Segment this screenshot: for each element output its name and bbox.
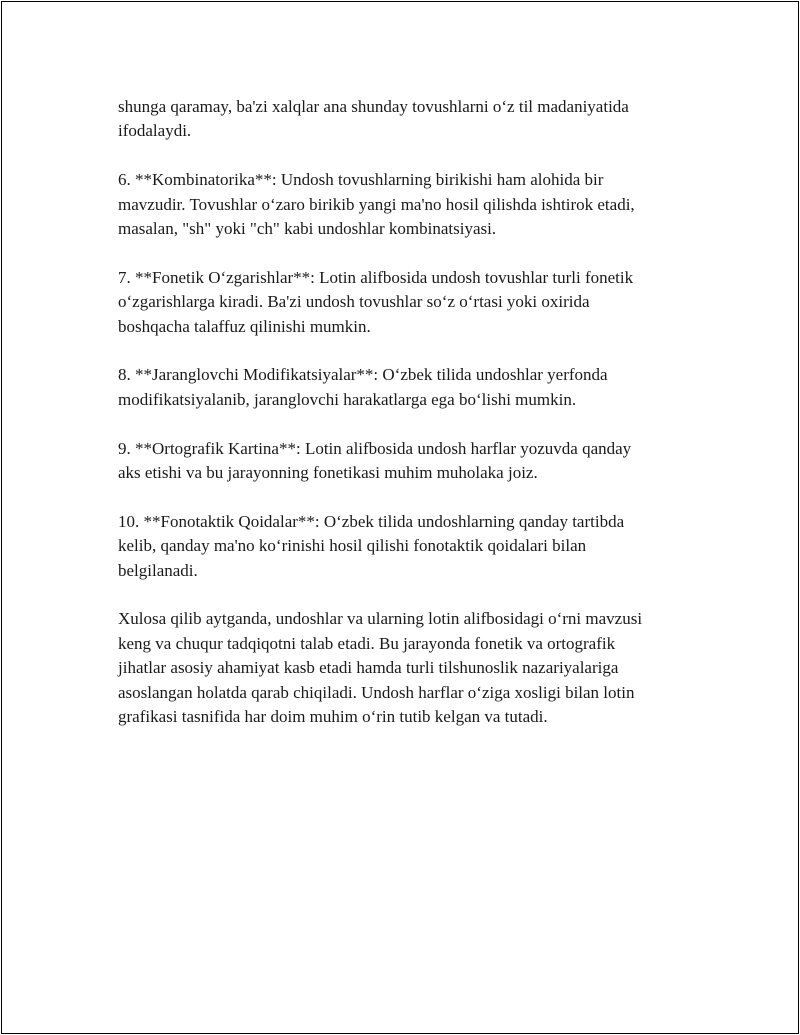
paragraph-continuation: shunga qaramay, ba'zi xalqlar ana shunday tovushlarni o‘z til madaniyatida ifodalaydi.: [118, 97, 629, 141]
document-body: [118, 95, 698, 754]
paragraph-item-6: 6. **Kombinatorika**: Undosh tovushlarning birikishi ham alohida bir mavzudir. Tovushlar o‘zaro birikib yangi ma'no hosil qilishda ishtirok etadi, masalan, "sh" yoki "ch" kabi undoshlar kombinatsiyasi.: [118, 170, 635, 239]
paragraph-item-8: 8. **Jaranglovchi Modifikatsiyalar**: O‘zbek tilida undoshlar yerfonda modifikatsiyalanib, jaranglovchi harakatlarga ega bo‘lishi mumkin.: [118, 365, 608, 409]
paragraph-conclusion: Xulosa qilib aytganda, undoshlar va ularning lotin alifbosidagi o‘rni mavzusi keng va chuqur tadqiqotni talab etadi. Bu jarayonda fonetik va ortografik jihatlar asosiy ahamiyat kasb etadi hamda turli tilshunoslik nazariyalariga asoslangan holatda qarab chiqiladi. Undosh harflar o‘ziga xosligi bilan lotin grafikasi tasnifida har doim muhim o‘rin tutib kelgan va tutadi.: [118, 609, 643, 727]
paragraph-item-10: 10. **Fonotaktik Qoidalar**: O‘zbek tilida undoshlarning qanday tartibda kelib, qanday ma'no ko‘rinishi hosil qilishi fonotaktik qoidalari bilan belgilanadi.: [118, 511, 625, 580]
paragraph-item-7: 7. **Fonetik O‘zgarishlar**: Lotin alifbosida undosh tovushlar turli fonetik o‘zgarishlarga kiradi. Ba'zi undosh tovushlar so‘z o‘rtasi yoki oxirida boshqacha talaffuz qilinishi mumkin.: [118, 267, 634, 336]
document-page: [1, 1, 799, 1034]
paragraph-item-9: 9. **Ortografik Kartina**: Lotin alifbosida undosh harflar yozuvda qanday aks etishi va bu jarayonning fonetikasi muhim muholaka joiz.: [118, 438, 632, 483]
